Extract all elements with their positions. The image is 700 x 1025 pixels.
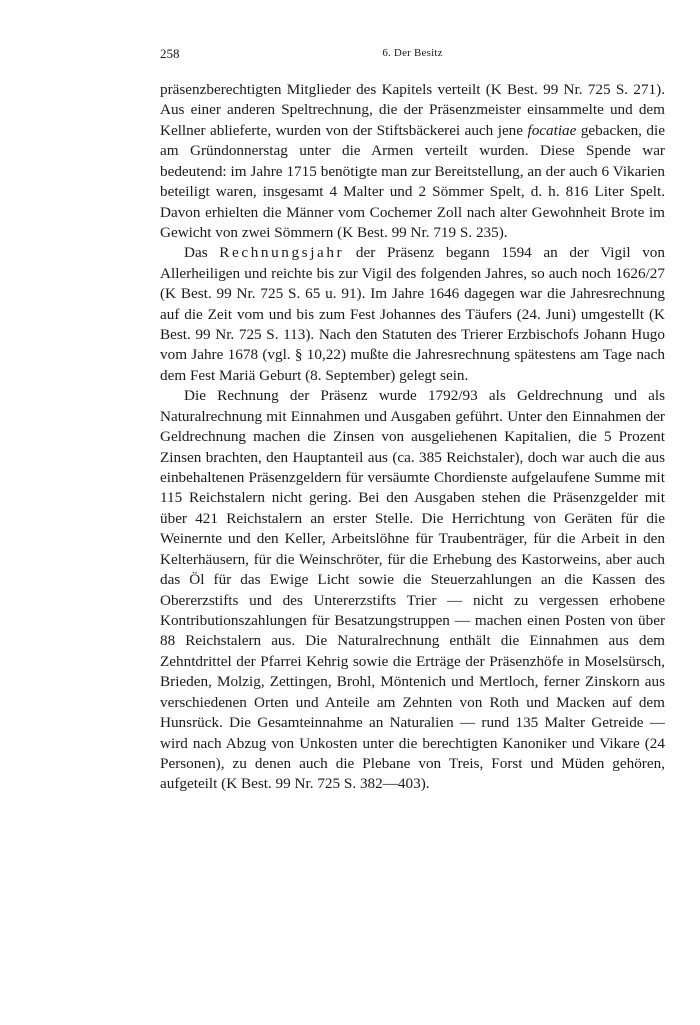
running-head [160,46,665,66]
paragraph [160,243,665,386]
paragraph [160,80,665,243]
paragraph-text: gebacken, die am Gründonnerstag unter die Armen verteilt wurden. Diese Spende war bedeutend: im Jahre 1715 benötigte man zur Bereitstellung, an der auch 6 Vikarien beteiligt waren, insgesamt 4 Malter und 2 Sömmer Spelt, d. h. 816 Liter Spelt. Davon erhielten die Männer vom Cochemer Zoll nach alter Gewohnheit Brote im Gewicht von zwei Sömmern (K Best. 99 Nr. 719 S. 235). [160,121,665,241]
paragraph [160,386,665,794]
paragraph-text: Das [184,244,220,262]
spaced-term: Rechnungsjahr [219,244,345,262]
page-number: 258 [160,46,180,61]
paragraph-text: präsenzberechtigten Mitglieder des Kapitels verteilt (K Best. 99 Nr. 725 S. 271). Aus einer anderen Speltrechnung, die der Präsenzmeister einsammelte und dem Kellner ablieferte, wurden von der Stiftsbäckerei auch jene [160,81,665,139]
body-text [160,80,665,795]
paragraph-text: der Präsenz begann 1594 an der Vigil von Allerheiligen und reichte bis zur Vigil des folgenden Jahres, so auch noch 1626/27 (K Best. 99 Nr. 725 S. 65 u. 91). Im Jahre 1646 dagegen war die Jahresrechnung auf die Zeit vom und bis zum Fest Johannes des Täufers (24. Juni) umgestellt (K Best. 99 Nr. 725 S. 113). Nach den Statuten des Trierer Erzbischofs Johann Hugo vom Jahre 1678 (vgl. § 10,22) mußte die Jahresrechnung spätestens am Tage nach dem Fest Mariä Geburt (8. September) gelegt sein. [160,244,665,384]
paragraph-text: Die Rechnung der Präsenz wurde 1792/93 als Geldrechnung und als Naturalrechnung mit Einnahmen und Ausgaben geführt. Unter den Einnahmen der Geldrechnung machen die Zinsen von ausgeliehenen Kapitalien, die 5 Prozent Zinsen brachten, den Hauptanteil aus (ca. 385 Reichstaler), doch war auch die aus einbehaltenen Präsenzgeldern für versäumte Chordienste aufgelaufene Summe mit 115 Reichstalern nicht gering. Bei den Ausgaben stehen die Präsenzgelder mit über 421 Reichstalern an erster Stelle. Die Herrichtung von Geräten für die Weinernte und den Keller, Arbeitslöhne für Traubenträger, für die Arbeit in den Kelterhäusern, für die Weinschröter, für die Erhebung des Kastorweins, aber auch das Öl für das Ewige Licht sowie die Steuerzahlungen an die Kassen des Obererzstifts und des Untererzstifts Trier — nicht zu vergessen erhobene Kontributionszahlungen für Besatzungstruppen — machen einen Posten von über 88 Reichstalern aus. Die Naturalrechnung enthält die Einnahmen aus dem Zehntdrittel der Pfarrei Kehrig sowie die Erträge der Präsenzhöfe in Moselsürsch, Brieden, Molzig, Zettingen, Brohl, Möntenich und Mertloch, ferner Zinskorn aus verschiedenen Orten und Anteile am Zehnten von Roth und Macken auf dem Hunsrück. Die Gesamteinnahme an Naturalien — rund 135 Malter Getreide — wird nach Abzug von Unkosten unter die berechtigten Kanoniker und Vikare (24 Personen), zu denen auch die Plebane von Treis, Forst und Müden gehören, aufgeteilt (K Best. 99 Nr. 725 S. 382—403). [160,387,665,793]
chapter-title: 6. Der Besitz [382,47,443,59]
italic-term: focatiae [527,121,577,139]
